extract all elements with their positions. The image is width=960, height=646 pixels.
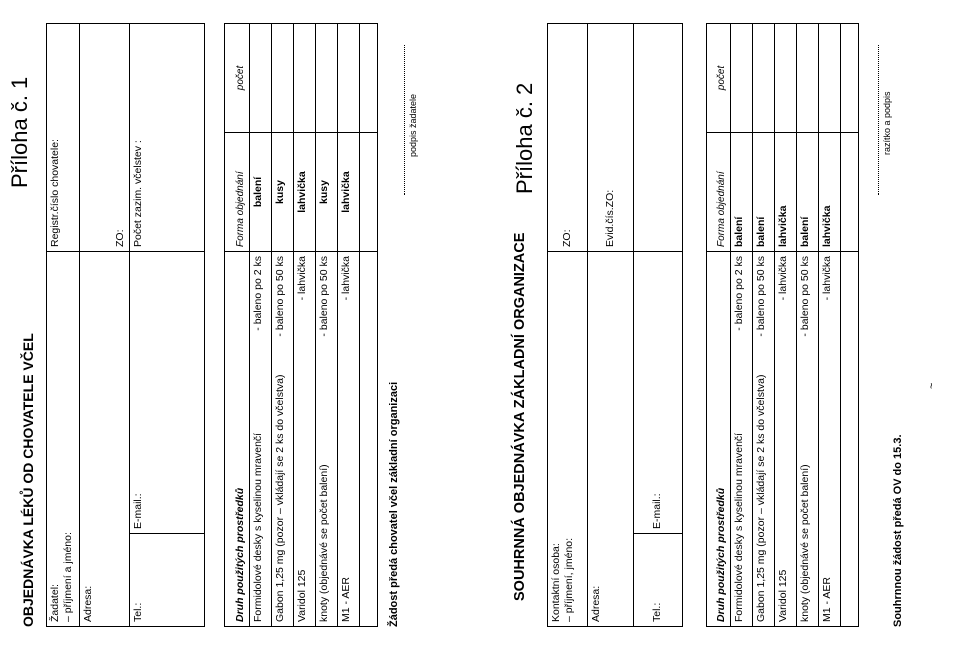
form1-address-cell bbox=[80, 252, 130, 627]
form1-zo-label: ZO: bbox=[113, 229, 126, 247]
item-form: kusy bbox=[272, 133, 294, 252]
form2-page bbox=[480, 15, 960, 631]
form1-col-count: počet bbox=[225, 24, 250, 133]
form1-col-form: Forma objednání bbox=[225, 133, 250, 252]
form2-title: SOUHRNNÁ OBJEDNÁVKA ZÁKLADNÍ ORGANIZACE bbox=[512, 232, 528, 601]
table-row bbox=[753, 24, 775, 627]
form2-address-label: Adresa: bbox=[590, 585, 602, 622]
form2-annex: Příloha č. 2 bbox=[512, 82, 537, 194]
item-count[interactable] bbox=[731, 24, 753, 133]
item-form: balení bbox=[250, 133, 272, 252]
item-name: M1 - AER bbox=[821, 577, 833, 622]
form2-address-cell bbox=[588, 252, 634, 627]
item-pack: - lahvička bbox=[777, 256, 789, 301]
form2-col-form: Forma objednání bbox=[707, 133, 731, 252]
form2-signature-label: razítko a podpis bbox=[882, 91, 892, 155]
item-count[interactable] bbox=[316, 24, 338, 133]
form2-contact-label: Kontaktní osoba: bbox=[550, 543, 562, 622]
form2-phone-cell bbox=[634, 252, 683, 627]
form1-applicant-cell bbox=[47, 252, 80, 627]
form2-email-label: E-mail.: bbox=[651, 493, 664, 529]
form2-contact-sub: – příjmení, jméno: bbox=[563, 537, 576, 622]
table-row bbox=[360, 24, 378, 627]
item-form: balení bbox=[731, 133, 753, 252]
item-name: Formidolové desky s kyselinou mravenčí bbox=[733, 432, 745, 622]
form1-title: OBJEDNÁVKA LÉKŮ OD CHOVATELE VČEL bbox=[20, 333, 36, 627]
form2-info-table bbox=[547, 23, 683, 627]
form2-evid-label: Evid.čís.ZO: bbox=[603, 189, 616, 247]
form2-signature-line bbox=[878, 45, 879, 195]
table-row bbox=[250, 24, 272, 627]
table-row bbox=[316, 24, 338, 627]
table-row bbox=[775, 24, 797, 627]
item-pack: - baleno po 2 ks bbox=[733, 256, 745, 331]
table-row bbox=[819, 24, 841, 627]
form2-col-count: počet bbox=[707, 24, 731, 133]
item-name: knoty (objednávé se počet balení) bbox=[318, 464, 330, 622]
item-form: lahvička bbox=[819, 133, 841, 252]
form1-reg-cell bbox=[47, 24, 80, 252]
form1-items-table bbox=[224, 23, 378, 627]
item-count[interactable] bbox=[797, 24, 819, 133]
table-row bbox=[272, 24, 294, 627]
form2-stray-mark: ~ bbox=[926, 382, 938, 389]
item-form: lahvička bbox=[775, 133, 797, 252]
item-count[interactable] bbox=[819, 24, 841, 133]
item-name: knoty (objednávé se počet balení) bbox=[799, 464, 811, 622]
item-count[interactable] bbox=[775, 24, 797, 133]
form1-note: Žádost předá chovatel včel základní organizaci bbox=[388, 381, 400, 627]
item-count[interactable] bbox=[250, 24, 272, 133]
form1-colonies-cell bbox=[130, 24, 205, 252]
form1-signature-line bbox=[404, 45, 405, 195]
form1-tel-label: Tel.: bbox=[130, 533, 204, 626]
item-pack: - baleno po 50 ks bbox=[274, 256, 286, 337]
form2-note: Souhrnnou žádost předá OV do 15.3. bbox=[892, 434, 904, 627]
form1-annex: Příloha č. 1 bbox=[7, 76, 32, 188]
form1-page bbox=[0, 15, 480, 631]
item-pack: - baleno po 50 ks bbox=[318, 256, 330, 337]
item-name: M1 - AER bbox=[340, 577, 352, 622]
form2-contact-cell bbox=[548, 252, 588, 627]
item-count[interactable] bbox=[294, 24, 316, 133]
form1-applicant-sub: – příjmení a jméno: bbox=[62, 532, 75, 622]
item-form: balení bbox=[753, 133, 775, 252]
form1-col-type: Druh použitých prostředků bbox=[225, 252, 250, 627]
table-row bbox=[294, 24, 316, 627]
item-pack: - lahvička bbox=[821, 256, 833, 301]
item-form: lahvička bbox=[294, 133, 316, 252]
form2-zo-label: ZO: bbox=[560, 229, 573, 247]
table-row bbox=[841, 24, 859, 627]
item-form: balení bbox=[797, 133, 819, 252]
form1-zo-cell bbox=[80, 24, 130, 252]
form1-info-table bbox=[46, 23, 205, 627]
form2-zo-cell bbox=[548, 24, 588, 252]
item-form: lahvička bbox=[338, 133, 360, 252]
item-name: Varidol 125 bbox=[296, 569, 308, 622]
form2-evid-cell bbox=[588, 24, 634, 252]
form1-applicant-label: Žadatel: bbox=[49, 584, 61, 622]
item-pack: - baleno po 2 ks bbox=[252, 256, 264, 331]
item-pack: - lahvička bbox=[296, 256, 308, 301]
item-pack: - baleno po 50 ks bbox=[755, 256, 767, 337]
item-count[interactable] bbox=[272, 24, 294, 133]
form2-items-table bbox=[706, 23, 859, 627]
form1-address-label: Adresa: bbox=[82, 585, 94, 622]
form1-email-label: E-mail.: bbox=[132, 493, 144, 529]
item-name: Formidolové desky s kyselinou mravenčí bbox=[252, 432, 264, 622]
item-name: Varidol 125 bbox=[777, 569, 789, 622]
item-form: kusy bbox=[316, 133, 338, 252]
form1-contact-cell bbox=[130, 252, 205, 627]
form2-col-type: Druh použitých prostředků bbox=[707, 252, 731, 627]
item-pack: - lahvička bbox=[340, 256, 352, 301]
form1-colonies-label: Počet zazim. včelstev : bbox=[132, 140, 144, 247]
form1-signature-label: podpis žadatele bbox=[408, 93, 418, 157]
table-row bbox=[731, 24, 753, 627]
form2-tel-label: Tel.: bbox=[634, 533, 682, 626]
item-name: Gabon 1,25 mg (pozor – vkládají se 2 ks do včelstva) bbox=[274, 374, 286, 622]
item-name: Gabon 1,25 mg (pozor – vkládají se 2 ks do včelstva) bbox=[755, 374, 767, 622]
item-pack: - baleno po 50 ks bbox=[799, 256, 811, 337]
item-count[interactable] bbox=[753, 24, 775, 133]
table-row bbox=[797, 24, 819, 627]
table-row bbox=[338, 24, 360, 627]
form1-reg-label: Registr.číslo chovatele: bbox=[49, 139, 61, 247]
item-count[interactable] bbox=[338, 24, 360, 133]
